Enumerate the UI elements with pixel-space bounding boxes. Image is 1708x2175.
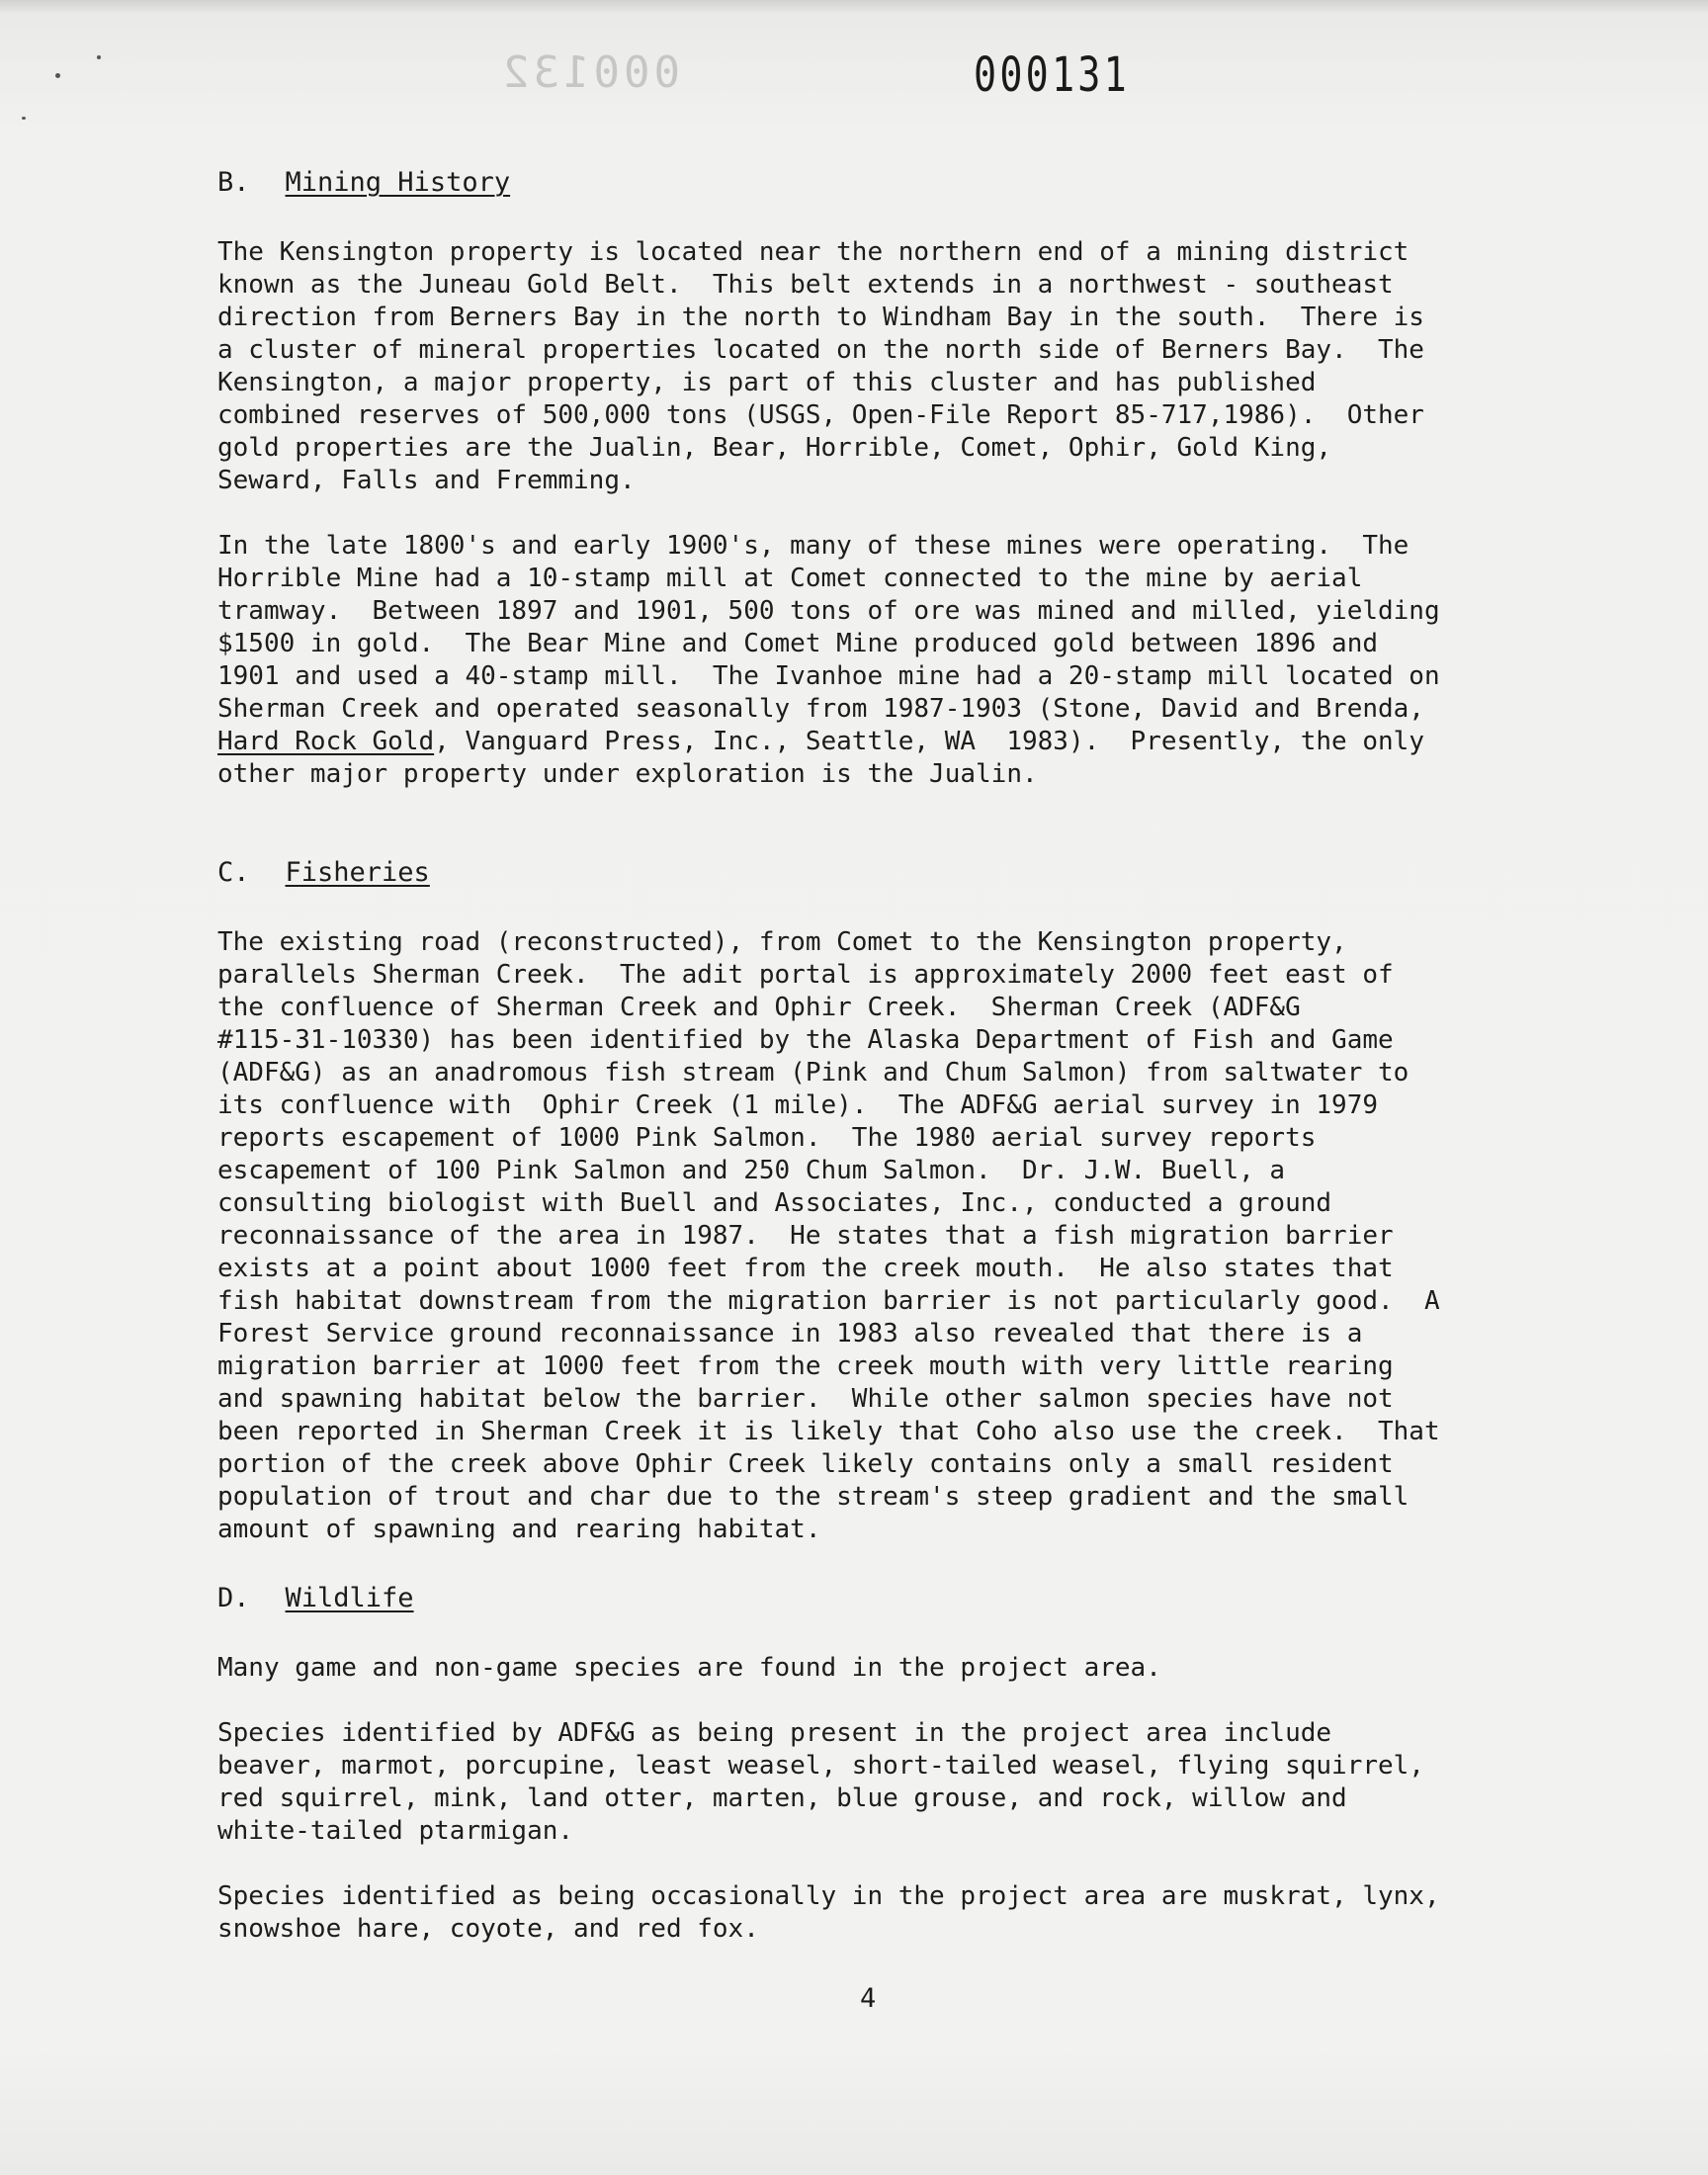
section-title: Wildlife [285,1583,414,1613]
section-title: Mining History [285,167,511,198]
paragraph-text: In the late 1800's and early 1900's, many of these mines were operating. The Horrible Mine had a 10-stamp mill at Comet connected to the mine by aerial tramway. Between 1897 and 1901, 500 tons of ore was mined and milled, yielding $1500 in gold. The Bear Mine and Comet Mine produced gold between 1896 and 1901 and used a 40-stamp mill. The Ivanhoe mine had a 20-stamp mill located on Sherman Creek and operated seasonally from 1987-1903 (Stone, David and Brenda, [217,531,1440,724]
section-heading-wildlife [217,1582,1542,1614]
section-title: Fisheries [285,857,430,888]
scan-speck [55,73,60,78]
paragraph: The Kensington property is located near the northern end of a mining district known as the Juneau Gold Belt. This belt extends in a northwest - southeast direction from Berners Bay in the north to Windham Bay in the south. There is a cluster of mineral properties located on the north side of Berners Bay. The Kensington, a major property, is part of this cluster and has published combined reserves of 500,000 tons (USGS, Open-File Report 85-717,1986). Other gold properties are the Jualin, Bear, Horrible, Comet, Ophir, Gold King, Seward, Falls and Fremming. [217,237,1424,495]
scan-speck [97,55,101,59]
paragraph: Many game and non-game species are found in the project area. [217,1653,1161,1683]
section-heading-fisheries [217,856,1542,889]
scan-speck [22,117,26,120]
section-letter: D. [217,1583,250,1613]
paragraph [217,530,1542,791]
paragraph: Species identified as being occasionally in the project area are muskrat, lynx, snowshoe hare, coyote, and red fox. [217,1881,1440,1944]
document-body [217,166,1542,1946]
paragraph: The existing road (reconstructed), from Comet to the Kensington property, parallels Sherman Creek. The adit portal is approximately 2000 feet east of the confluence of Sherman Creek and Ophir Creek. Sherman Creek (ADF&G #115-31-10330) has been identified by the Alaska Department of Fish and Game (ADF&G) as an anadromous fish stream (Pink and Chum Salmon) from saltwater to its confluence with Ophir Creek (1 mile). The ADF&G aerial survey in 1979 reports escapement of 1000 Pink Salmon. The 1980 aerial survey reports escapement of 100 Pink Salmon and 250 Chum Salmon. Dr. J.W. Buell, a consulting biologist with Buell and Associates, Inc., conducted a ground reconnaissance of the area in 1987. He states that a fish migration barrier exists at a point about 1000 feet from the creek mouth. He also states that fish habitat downstream from the migration barrier is not particularly good. A Forest Service ground reconnaissance in 1983 also revealed that there is a migration barrier at 1000 feet from the creek mouth with very little rearing and spawning habitat below the barrier. While other salmon species have not been reported in Sherman Creek it is likely that Coho also use the creek. That portion of the creek above Ophir Creek likely contains only a small resident population of trout and char due to the stream's steep gradient and the small amount of spawning and rearing habitat. [217,927,1440,1544]
book-title-underlined: Hard Rock Gold [217,727,435,756]
paragraph-text: , Vanguard Press, Inc., Seattle, WA 1983). Presently, the only other major property under exploration is the Jualin. [217,727,1424,789]
scan-edge-shadow [0,0,1708,14]
document-control-number: 000131 [974,47,1130,103]
section-letter: C. [217,857,250,888]
section-letter: B. [217,167,250,198]
section-heading-mining-history [217,166,1542,199]
paragraph: Species identified by ADF&G as being present in the project area include beaver, marmot, porcupine, least weasel, short-tailed weasel, flying squirrel, red squirrel, mink, land otter, marten, blue grouse, and rock, willow and white-tailed ptarmigan. [217,1718,1424,1846]
page-number: 4 [860,1983,877,2014]
bleed-through-number: 000132 [499,47,680,98]
